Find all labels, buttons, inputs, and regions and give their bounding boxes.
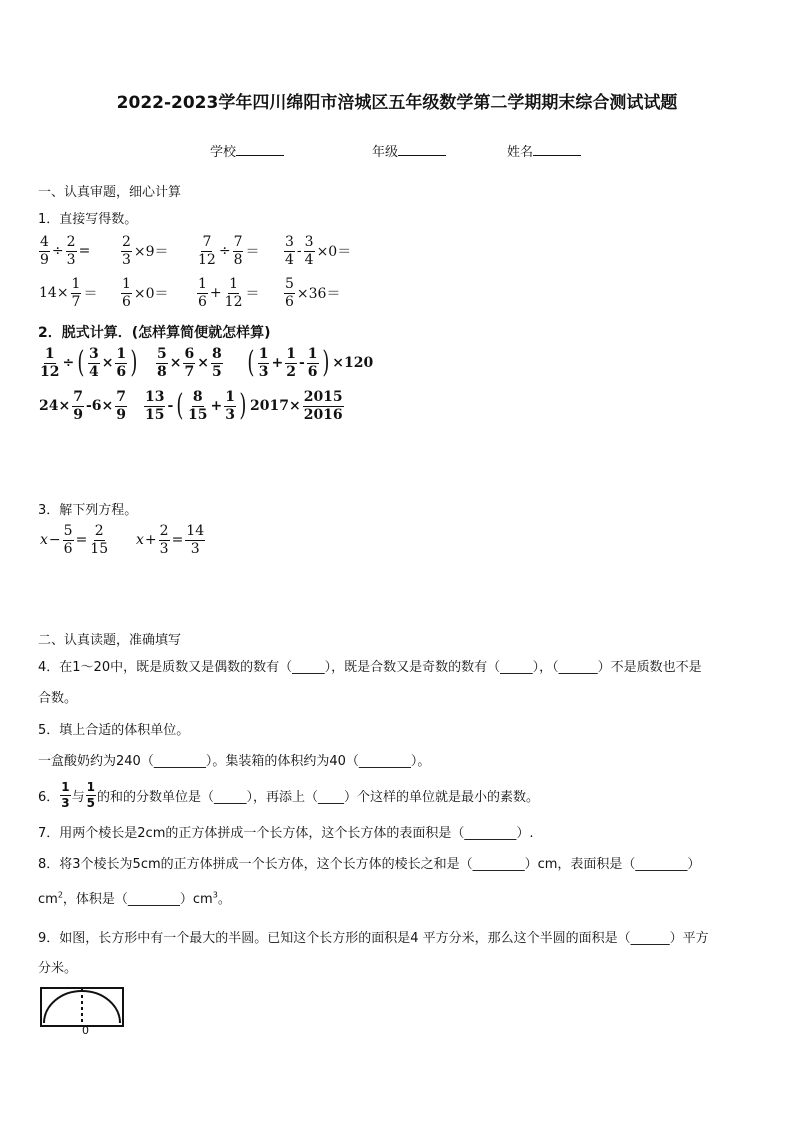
page-title: 2022-2023学年四川绵阳市涪城区五年级数学第二学期期末综合测试试题 <box>116 93 678 113</box>
question-1: 1．直接写得数。 <box>38 212 138 227</box>
semicircle-drawing <box>42 989 122 1025</box>
calc-p1: $\frac{1}{12}$ ÷ ( $\frac{3}{4}$ × $\frac{1}{6}$ ) <box>40 345 138 381</box>
calc-e: 14× $\frac{1}{7}$ ＝ <box>39 276 98 310</box>
question-4-line2: 合数。 <box>38 691 78 706</box>
question-5-line1: 5．填上合适的体积单位。 <box>38 723 190 738</box>
question-8-line1: 8．将3个棱长为5cm的正方体拼成一个长方体，这个长方体的棱长之和是（________）cm，表面积是（________） <box>38 857 701 872</box>
calc-p4: 24× $\frac{7}{9}$ -6× $\frac{7}{9}$ <box>39 389 127 423</box>
equation-2: x + $\frac{2}{3}$ = $\frac{14}{3}$ <box>136 523 205 557</box>
section-1-heading: 一、认真审题，细心计算 <box>38 185 182 200</box>
question-9-line2: 分米。 <box>38 961 78 976</box>
calc-d: $\frac{3}{4}$ - $\frac{3}{4}$ ×0＝ <box>285 234 352 268</box>
calc-p2: $\frac{5}{8}$ × $\frac{6}{7}$ × $\frac{8}{5}$ <box>157 346 222 380</box>
section-2-heading: 二、认真读题，准确填写 <box>38 633 182 648</box>
equation-1: x − $\frac{5}{6}$ = $\frac{2}{15}$ <box>40 523 109 557</box>
question-8-line2: $cm^2$，体积是$(\_\_\_\_\_\_\_\_)cm^3$。 <box>38 890 231 907</box>
question-6: 6． $\frac{1}{3}$ 与 $\frac{1}{5}$ 的和的分数单位是（_____），再添上（____）个这样的单位就是最小的素数。 <box>38 780 540 810</box>
question-2: 2．脱式计算．(怎样算简便就怎样算) <box>38 325 271 341</box>
calc-f: $\frac{1}{6}$ ×0＝ <box>122 276 169 310</box>
grade-blank[interactable] <box>398 141 446 156</box>
calc-g: $\frac{1}{6}$ + $\frac{1}{12}$ ＝ <box>198 276 260 310</box>
calc-p3: ( $\frac{1}{3}$ + $\frac{1}{2}$ - $\frac{1}{6}$ ) ×120 <box>247 345 374 381</box>
name-blank[interactable] <box>533 141 581 156</box>
center-point-label: 0 <box>82 1024 89 1037</box>
calc-a: $\frac{4}{9}$ ÷ $\frac{2}{3}$ = <box>40 234 91 268</box>
calc-h: $\frac{5}{6}$ ×36＝ <box>285 276 341 310</box>
calc-b: $\frac{2}{3}$ ×9＝ <box>122 234 169 268</box>
question-5-line2: 一盒酸奶约为240（________）。集装箱的体积约为40（________）。 <box>38 754 431 769</box>
question-4-line1: 4．在1～20中，既是质数又是偶数的数有（_____），既是合数又是奇数的数有（_____），（______）不是质数也不是 <box>38 660 702 675</box>
question-7: 7．用两个棱长是2cm的正方体拼成一个长方体，这个长方体的表面积是（________）. <box>38 826 534 841</box>
calc-p6: 2017× $\frac{2015}{2016}$ <box>250 389 343 423</box>
grade-field[interactable]: 年级 <box>372 141 446 160</box>
school-field[interactable]: 学校 <box>210 141 284 160</box>
school-blank[interactable] <box>236 141 284 156</box>
name-field[interactable]: 姓名 <box>507 141 581 160</box>
rectangle-semicircle-figure <box>40 987 124 1027</box>
question-3: 3．解下列方程。 <box>38 503 138 518</box>
calc-c: $\frac{7}{12}$ ÷ $\frac{7}{8}$ ＝ <box>198 234 260 268</box>
calc-p5: $\frac{13}{15}$ - ( $\frac{8}{15}$ + $\frac{1}{3}$ ) <box>145 388 247 424</box>
question-9-line1: 9．如图，长方形中有一个最大的半圆。已知这个长方形的面积是4 平方分米，那么这个半圆的面积是（______）平方 <box>38 931 709 946</box>
